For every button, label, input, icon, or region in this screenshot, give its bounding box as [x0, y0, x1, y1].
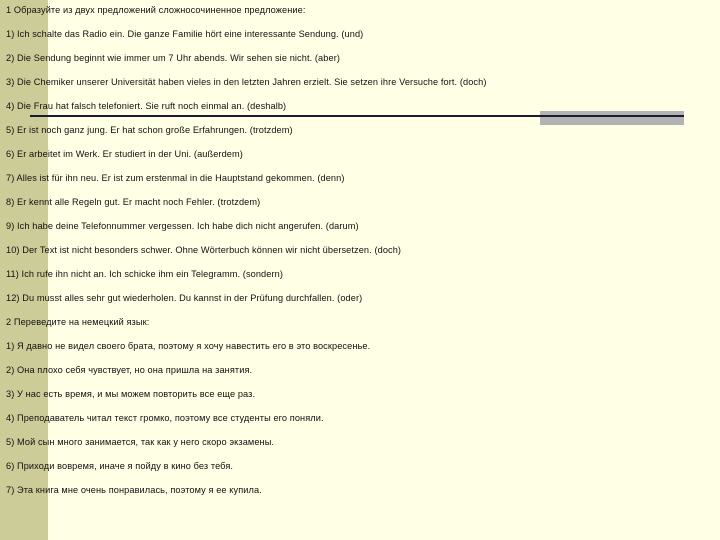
task1-item: 8) Er kennt alle Regeln gut. Er macht noch Fehler. (trotzdem) [6, 197, 261, 207]
task2-item: 2) Она плохо себя чувствует, но она пришла на занятия. [6, 365, 253, 375]
task1-item: 11) Ich rufe ihn nicht an. Ich schicke ihm ein Telegramm. (sondern) [6, 269, 284, 279]
task1-item: 4) Die Frau hat falsch telefoniert. Sie ruft noch einmal an. (deshalb) [6, 101, 287, 111]
task1-item: 2) Die Sendung beginnt wie immer um 7 Uhr abends. Wir sehen sie nicht. (aber) [6, 53, 341, 63]
task2-item: 6) Приходи вовремя, иначе я пойду в кино без тебя. [6, 461, 234, 471]
task1-item: 5) Er ist noch ganz jung. Er hat schon große Erfahrungen. (trotzdem) [6, 125, 293, 135]
task1-item: 10) Der Text ist nicht besonders schwer. Ohne Wörterbuch können wir nicht übersetzen. (doch) [6, 245, 402, 255]
accent-rule [540, 111, 684, 125]
task1-item: 6) Er arbeitet im Werk. Er studiert in der Uni. (außerdem) [6, 149, 243, 159]
task1-item: 1) Ich schalte das Radio ein. Die ganze Familie hört eine interessante Sendung. (und) [6, 29, 364, 39]
task2-item: 4) Преподаватель читал текст громко, поэтому все студенты его поняли. [6, 413, 324, 423]
task1-item: 7) Alles ist für ihn neu. Er ist zum erstenmal in die Hauptstand gekommen. (denn) [6, 173, 345, 183]
task2-item: 7) Эта книга мне очень понравилась, поэтому я ее купила. [6, 485, 262, 495]
task2-item: 1) Я давно не видел своего брата, поэтому я хочу навестить его в это воскресенье. [6, 341, 371, 351]
task1-item: 3) Die Chemiker unserer Universität haben vieles in den letzten Jahren erzielt. Sie setzen ihre Versuche fort. (doch) [6, 77, 487, 87]
task2-item: 3) У нас есть время, и мы можем повторить все еще раз. [6, 389, 256, 399]
task2-heading: 2 Переведите на немецкий язык: [6, 317, 150, 327]
task2-item: 5) Мой сын много занимается, так как у него скоро экзамены. [6, 437, 275, 447]
task1-heading: 1 Образуйте из двух предложений сложносочиненное предложение: [6, 5, 306, 15]
divider-line [30, 115, 684, 117]
task1-item: 12) Du musst alles sehr gut wiederholen. Du kannst in der Prüfung durchfallen. (oder) [6, 293, 363, 303]
task1-item: 9) Ich habe deine Telefonnummer vergessen. Ich habe dich nicht angerufen. (darum) [6, 221, 359, 231]
